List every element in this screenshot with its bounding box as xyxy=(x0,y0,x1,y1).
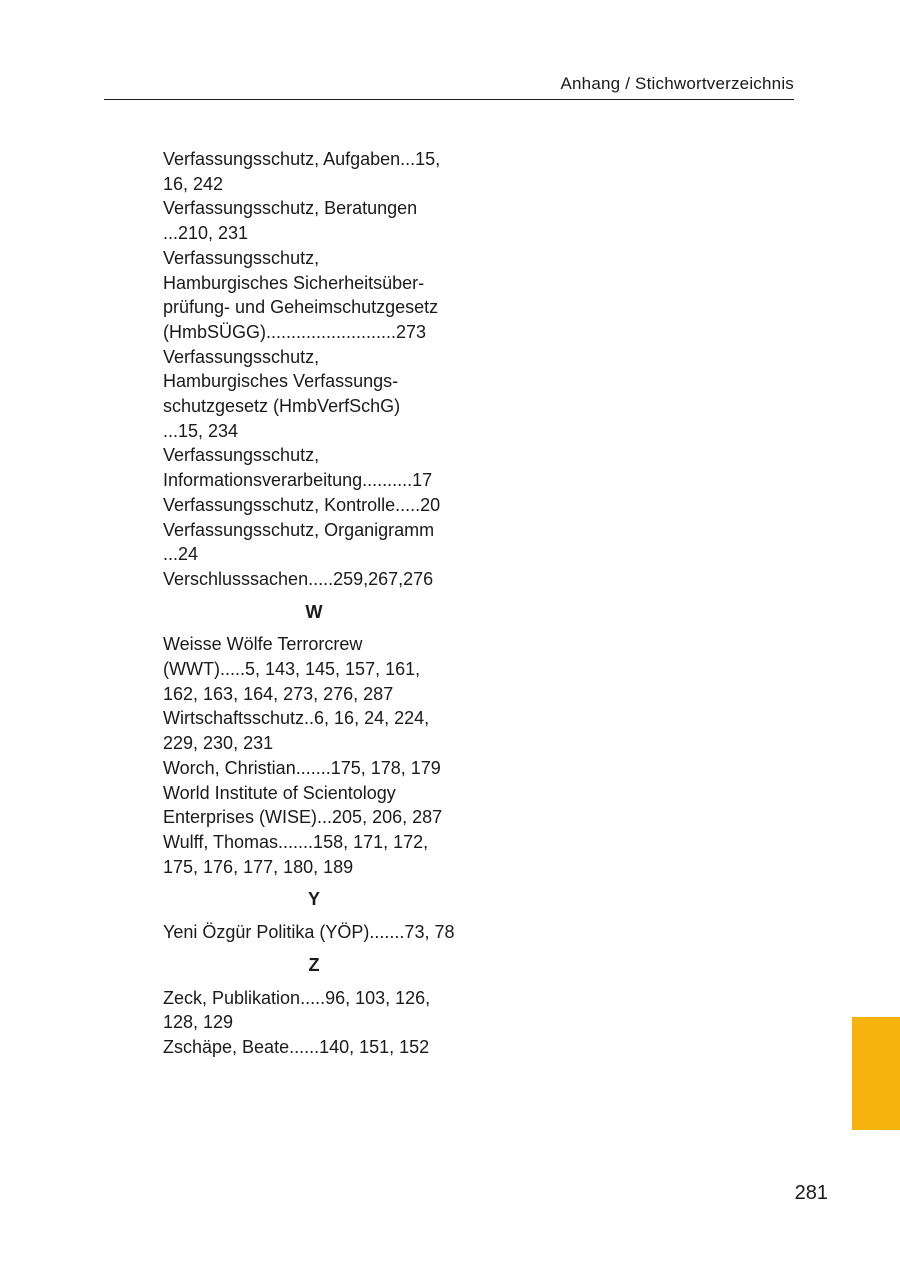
index-line: Yeni Özgür Politika (YÖP).......73, 78 xyxy=(163,922,455,943)
index-line: Verfassungsschutz, xyxy=(163,445,320,466)
page-number: 281 xyxy=(794,1182,828,1204)
index-line: 162, 163, 164, 273, 276, 287 xyxy=(163,683,394,704)
index-line: ...15, 234 xyxy=(163,420,239,441)
section-letter-heading: Y xyxy=(307,889,320,910)
index-line: (WWT).....5, 143, 145, 157, 161, xyxy=(163,659,421,680)
index-line: ...24 xyxy=(163,544,199,565)
index-line: 175, 176, 177, 180, 189 xyxy=(163,856,354,877)
index-line: 229, 230, 231 xyxy=(163,733,274,754)
index-column xyxy=(163,147,483,1060)
index-line: prüfung- und Geheimschutzgesetz xyxy=(163,297,439,318)
index-line: 16, 242 xyxy=(163,173,224,194)
index-line: Hamburgisches Verfassungs- xyxy=(163,371,399,392)
index-line: schutzgesetz (HmbVerfSchG) xyxy=(163,396,401,417)
index-line: Wulff, Thomas.......158, 171, 172, xyxy=(163,831,429,852)
index-line: Enterprises (WISE)...205, 206, 287 xyxy=(163,807,443,828)
section-letter-heading: W xyxy=(305,601,323,622)
index-line: 128, 129 xyxy=(163,1012,234,1033)
index-line: Verfassungsschutz, xyxy=(163,247,320,268)
index-section-z xyxy=(163,953,483,1060)
index-line: Zeck, Publikation.....96, 103, 126, xyxy=(163,987,431,1008)
index-line: Verfassungsschutz, Kontrolle.....20 xyxy=(163,494,441,515)
index-line: Hamburgisches Sicherheitsüber- xyxy=(163,272,425,293)
index-line: ...210, 231 xyxy=(163,223,249,244)
index-line: Verfassungsschutz, xyxy=(163,346,320,367)
index-line: Wirtschaftsschutz..6, 16, 24, 224, xyxy=(163,708,430,729)
index-line: (HmbSÜGG)..........................273 xyxy=(163,321,427,342)
index-section-v xyxy=(163,147,483,592)
index-line: Worch, Christian.......175, 178, 179 xyxy=(163,757,441,778)
index-line: Informationsverarbeitung..........17 xyxy=(163,470,433,491)
index-line: Verfassungsschutz, Organigramm xyxy=(163,519,435,540)
section-letter-heading: Z xyxy=(308,954,320,975)
index-line: Weisse Wölfe Terrorcrew xyxy=(163,634,363,655)
index-line: Zschäpe, Beate......140, 151, 152 xyxy=(163,1036,430,1057)
index-line: Verfassungsschutz, Aufgaben...15, xyxy=(163,149,441,169)
index-line: Verschlusssachen.....259,267,276 xyxy=(163,568,434,589)
chapter-tab-marker xyxy=(852,1017,900,1130)
index-section-y xyxy=(163,887,483,944)
running-header: Anhang / Stichwortverzeichnis xyxy=(104,74,794,100)
index-line: Verfassungsschutz, Beratungen xyxy=(163,198,418,219)
index-line: World Institute of Scientology xyxy=(163,782,396,803)
index-section-w xyxy=(163,600,483,880)
